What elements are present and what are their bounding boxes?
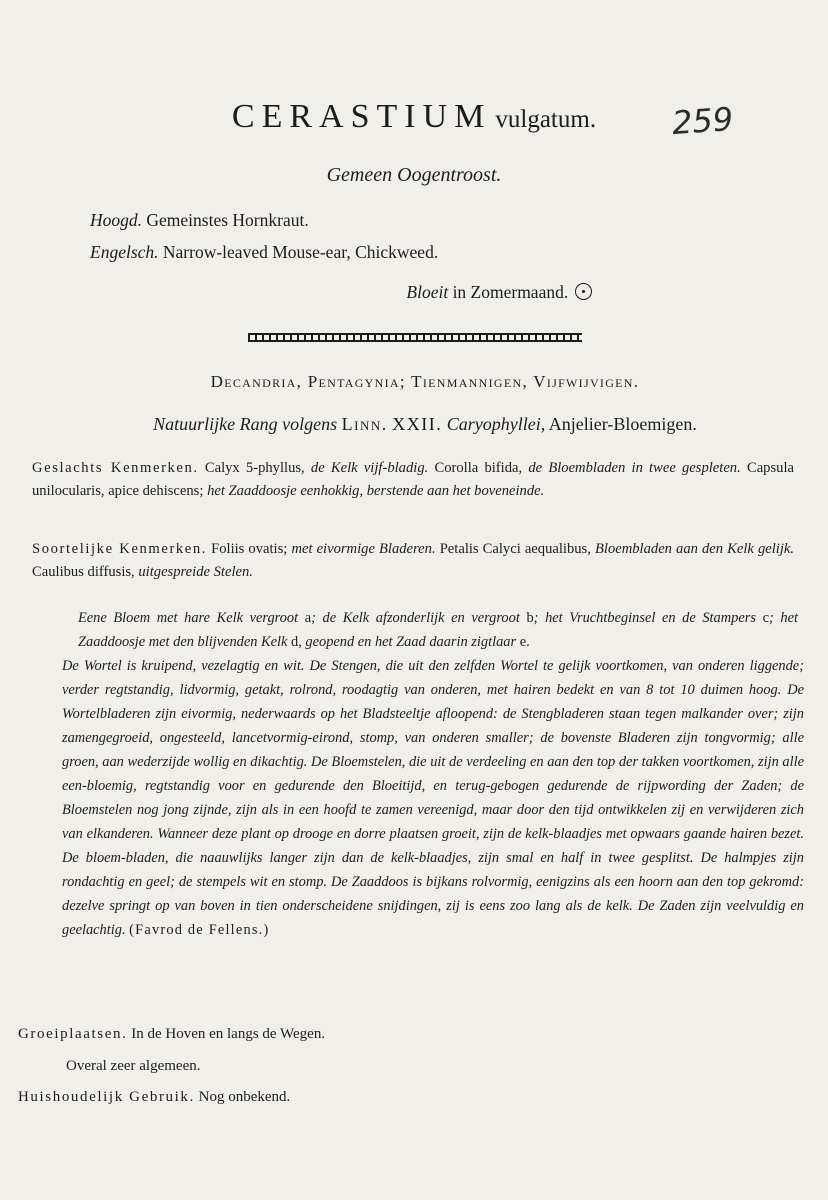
- latin-text: Petalis Calyci aequalibus,: [439, 541, 591, 557]
- dutch-text: het Zaaddoosje eenhokkig, berstende aan het boveneinde.: [207, 483, 545, 499]
- handwritten-page-number: 259: [670, 99, 735, 143]
- latin-text: Corolla bifida,: [434, 460, 523, 476]
- rank-author: Linn.: [341, 414, 388, 434]
- plant-description: [62, 654, 804, 942]
- latin-text: Caulibus diffusis,: [32, 564, 135, 580]
- figure-letter: e.: [519, 634, 530, 650]
- vernacular-name-english: [90, 240, 438, 264]
- section-label: Groeiplaatsen.: [18, 1026, 128, 1042]
- habitat: [18, 1022, 325, 1047]
- latin-text: Calyx 5-phyllus,: [204, 460, 305, 476]
- section-label: Geslachts Kenmerken.: [32, 460, 199, 476]
- natural-rank: [0, 414, 828, 435]
- vernacular-text: Gemeinstes Hornkraut.: [146, 210, 309, 230]
- figure-letter: c: [762, 610, 769, 626]
- dutch-text: de Bloembladen in twee gespleten.: [528, 460, 741, 476]
- genus-characters: [32, 457, 794, 503]
- section-label: Soortelijke Kenmerken.: [32, 541, 208, 557]
- household-use: [18, 1085, 290, 1110]
- flowering-time: [0, 282, 828, 303]
- dutch-text: uitgespreide Stelen.: [138, 564, 253, 580]
- vernacular-name-german: [90, 208, 309, 232]
- figure-letter: d: [291, 634, 299, 650]
- genus-name: CERASTIUM: [231, 98, 492, 135]
- legend-text: ; de Kelk afzonderlijk en vergroot: [311, 610, 520, 626]
- figure-letter: b: [526, 610, 534, 626]
- dutch-text: Bloembladen aan den Kelk gelijk.: [594, 541, 795, 557]
- latin-text: Foliis ovatis;: [211, 541, 288, 557]
- description-attribution: (Favrod de Fellens.): [129, 922, 270, 938]
- legend-text: Eene Bloem met hare Kelk vergroot: [78, 610, 299, 626]
- distribution: Overal zeer algemeen.: [66, 1058, 201, 1074]
- use-text: Nog onbekend.: [198, 1089, 291, 1105]
- figure-legend: [78, 606, 798, 654]
- language-label: Engelsch.: [90, 242, 159, 262]
- section-label: Huishoudelijk Gebruik.: [18, 1089, 195, 1105]
- legend-text: ; het Zaaddoosje met den blijvenden Kelk: [78, 610, 798, 650]
- rank-prefix: Natuurlijke Rang volgens: [153, 414, 338, 434]
- dutch-text: de Kelk vijf-bladig.: [310, 460, 429, 476]
- legend-text: ; het Vruchtbeginsel en de Stampers: [533, 610, 756, 626]
- legend-text: , geopend en het Zaad daarin zigtlaar: [298, 634, 517, 650]
- ornamental-divider: [248, 333, 582, 342]
- latin-text: Capsula unilocularis, apice dehiscens;: [32, 460, 794, 499]
- species-characters: [32, 538, 794, 584]
- common-name: Gemeen Oogentroost.: [326, 164, 502, 186]
- habitat-text: In de Hoven en langs de Wegen.: [131, 1026, 326, 1042]
- language-label: Hoogd.: [90, 210, 143, 230]
- annual-symbol-icon: [575, 283, 592, 300]
- dutch-text: met eivormige Bladeren.: [291, 541, 436, 557]
- rank-number: XXII.: [392, 414, 443, 434]
- species-name: vulgatum.: [495, 106, 597, 133]
- rank-order: Caryophyllei,: [446, 414, 546, 434]
- flowering-text: in Zomermaand.: [452, 282, 569, 302]
- figure-letter: a: [304, 610, 312, 626]
- rank-dutch: Anjelier-Bloemigen.: [548, 414, 697, 434]
- description-text: De Wortel is kruipend, vezelagtig en wit. De Stengen, die uit den zelfden Wortel te gelijk voortkomen, van onderen liggende; verder regtstandig, lidvormig, getakt, rolrond, roodagtig van onderen, met hairen bedekt en van 8 tot 10 duimen hoog. De Wortelbladeren zijn eivormig, nederwaards op het Bladsteeltje afloopend: de Stengbladeren staan tegen malkander over; zijn zamengegroeid, ongesteeld, lancetvormig-eirond, stomp, van onderen smaller; de bovenste Bladeren zijn tongvormig; alle groen, aan wederzijde wollig en dikachtig. De Bloemstelen, die uit de verdeeling en aan den top der takken voortkomen, zijn alle een-bloemig, regtstandig voor en gedurende den Bloeitijd, en terug-gebogen gedurende de rijpwording der Zaden; de Bloemstelen nog jong zijnde, zijn als in een hoofd te zamen vereenigd, maar door den tijd ontwikkelen zij en verwijderen zich van elkanderen. Wanneer deze plant op drooge en dorre plaatsen groeit, zijn de kelk-blaadjes met opwaars gaande hairen bezet. De bloem-bladen, die naauwlijks langer zijn dan de kelk-blaadjes, zijn smal en half in twee gesplitst. De halmpjes zijn rondachtig en geel; de stempels wit en stomp. De Zaaddoos is bijkans rolvormig, eenigzins als een hoorn aan den top gekromd: dezelve springt op van boven in tien onderscheidene snijdingen, zij is eens zoo lang als de kelk. De Zaden zijn veelvuldig en geelachtig.: [62, 658, 804, 938]
- linnaean-classification: Decandria, Pentagynia; Tienmannigen, Vijfwijvigen.: [210, 372, 640, 391]
- flowering-label: Bloeit: [406, 282, 449, 302]
- vernacular-text: Narrow-leaved Mouse-ear, Chickweed.: [162, 242, 439, 262]
